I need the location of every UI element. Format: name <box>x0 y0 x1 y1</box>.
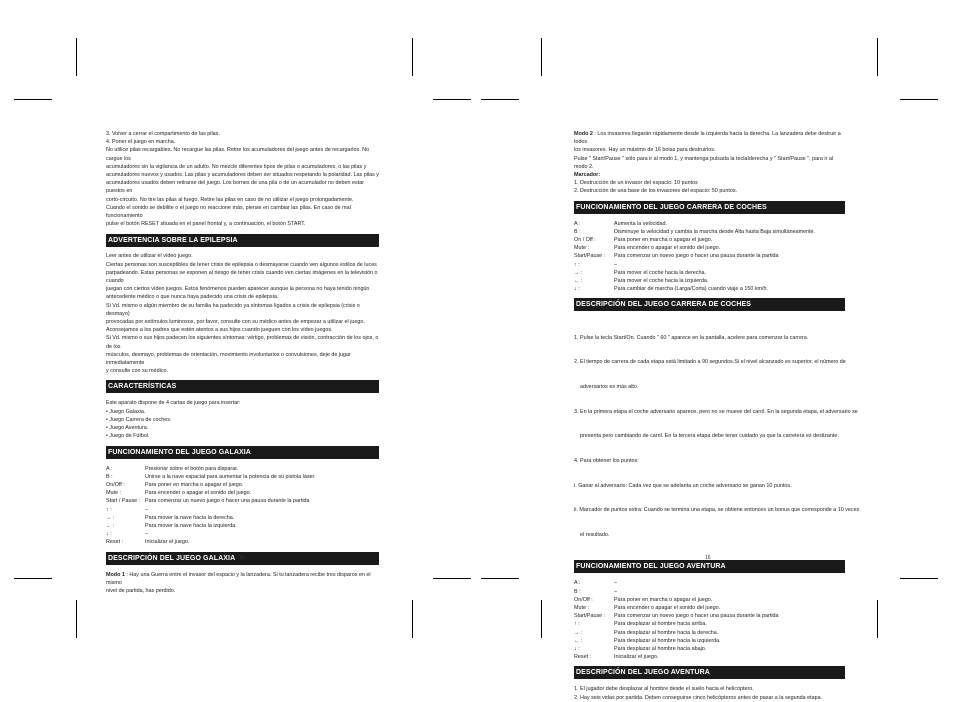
text-line: nivel de partida, has perdido. <box>106 587 176 594</box>
coches-description <box>574 317 860 555</box>
control-row <box>574 612 845 620</box>
galaxia-controls <box>106 465 379 547</box>
text-line: ii. Marcador de puntos extra: Cuando se termina una etapa, se obtiene entonces un bonus que corresponde a 10 veces <box>574 507 860 514</box>
control-desc: Aumenta la velocidad. <box>614 220 668 227</box>
mode-label: Modo 2 <box>574 131 593 137</box>
text-line: Ciertas personas son susceptibles de tener crisis de epilepsia o desmayarse cuando ven algunos estilos de luces <box>106 261 377 268</box>
control-desc: – <box>614 580 617 587</box>
aventura-description <box>574 685 845 701</box>
crop-mark <box>481 99 519 100</box>
crop-mark <box>877 600 878 638</box>
text-line: juegan con ciertos vídeo juegos. Estos fenómenos pueden aparecer aunque la persona no haya tenido ningún <box>106 286 370 293</box>
section-heading: FUNCIONAMIENTO DEL JUEGO CARRERA DE COCHES <box>574 201 845 214</box>
text-line: Pulse " Start/Pause " sólo para ir al modo 1, y mantenga pulsada la teclaIderecha y " Start/Pause ", para ir al <box>574 155 834 162</box>
control-row <box>106 481 379 489</box>
text-line: presenta pero cambiando de carril. En la tercera etapa debe tener cuidado ya que la carretera es deslizante. <box>574 433 839 440</box>
crop-mark <box>76 38 77 76</box>
crop-mark <box>541 38 542 76</box>
control-row <box>574 228 845 236</box>
text-line: 4. Poner el juego en marcha. <box>106 139 176 146</box>
text-line: 2. El tiempo de carrera de cada etapa está limitado a 90 segundos.Si el nivel alcanzado es superior, el número de <box>574 359 846 366</box>
page-16 <box>574 130 860 702</box>
text-line: 1. Pulse la tecla Start/On. Cuando " 60 " aparece en la pantalla, acelere para comenzar la carrera. <box>574 334 809 341</box>
page-number: 16 <box>705 555 711 561</box>
control-row <box>574 579 845 587</box>
crop-mark <box>14 99 52 100</box>
text-line: 1. El jugador debe desplazar al hombre desde el suelo hacia el helicóptero. <box>574 686 754 693</box>
control-row <box>574 220 845 228</box>
section-heading: ADVERTENCIA SOBRE LA EPILEPSIA <box>106 234 379 247</box>
page-number: 15 <box>239 555 245 561</box>
arrow-down-icon: ↓ : <box>574 645 580 652</box>
control-desc: Unirse a la nave espacial para aumentar la potencia de su pistola láser. <box>145 473 316 480</box>
control-row <box>574 604 845 612</box>
text-line: y consulte con su médico. <box>106 368 169 375</box>
control-row <box>106 514 379 522</box>
control-key: B : <box>106 473 113 480</box>
control-row <box>106 489 379 497</box>
control-row <box>574 244 845 252</box>
text-span: : Hay una Guerra entre el invasor del espacio y la lanzadera. Si tu lanzadera recibe tres disparos en el mismo <box>106 571 371 586</box>
crop-mark <box>412 38 413 76</box>
control-desc: Para cambiar de marcha (Larga/Corta) cuando viaje a 150 km/h. <box>614 286 769 293</box>
control-desc: – <box>614 261 617 268</box>
text-line: 2. Destrucción de una base de los invasores del espacio: 50 puntos. <box>574 188 738 195</box>
text-line: modo 2. <box>574 163 594 170</box>
control-desc: Para comenzar un nuevo juego o hacer una pausa durante la partida <box>614 613 779 620</box>
control-desc: Para poner en marcha o apagar el juego. <box>614 596 713 603</box>
control-row <box>574 620 845 628</box>
crop-mark <box>433 578 471 579</box>
control-key: Mute : <box>574 245 589 252</box>
control-desc: Para mover la nave hacia la izquierda. <box>145 522 237 529</box>
control-key: A : <box>574 580 581 587</box>
control-row <box>106 538 379 546</box>
control-row <box>574 588 845 596</box>
text-line <box>106 571 379 587</box>
control-desc: Para mover el coche hacia la izquierda. <box>614 278 709 285</box>
text-line: Aconsejamos a los padres que estén atentos a sus hijos cuando jueguen con los vídeo juegos. <box>106 327 333 334</box>
mode-label: Modo 1 <box>106 571 125 578</box>
control-row <box>574 261 845 269</box>
control-key: On/Off : <box>106 481 125 488</box>
control-key: A : <box>574 220 581 227</box>
text-line: pulse el botón RESET situada en el panel frontal y, a continuación, el botón START. <box>106 221 306 228</box>
control-row <box>574 269 845 277</box>
control-desc: Para poner en marcha o apagar el juego. <box>614 237 713 244</box>
text-line: Leer antes de utilizar el vídeo juego. <box>106 253 193 260</box>
crop-mark <box>900 578 938 579</box>
text-span: : Los invasores llegarán rápidamente desde la izquierda hacia la derecha. La lanzadera debe destruir a todos <box>574 131 841 146</box>
arrow-left-icon: ← : <box>574 637 583 644</box>
control-desc: Inicializar el juego. <box>145 539 190 546</box>
control-desc: Para encender o apagar el sonido del juego. <box>614 245 721 252</box>
control-desc: Para encender o apagar el sonido del juego. <box>614 604 721 611</box>
list-item: • Juego Galaxia. <box>106 408 146 415</box>
arrow-left-icon: ← : <box>574 278 583 285</box>
arrow-right-icon: → : <box>106 514 115 521</box>
control-key: B : <box>574 228 581 235</box>
control-key: Start/Pause : <box>574 613 606 620</box>
control-desc: – <box>145 506 148 513</box>
control-row <box>574 277 845 285</box>
crop-mark <box>76 600 77 638</box>
control-key: Mute : <box>106 490 121 497</box>
arrow-right-icon: → : <box>574 629 583 636</box>
text-line: acumuladores sin la vigilancia de un adulto. No mezcle diferentes tipos de pilas o acumuladores, o las pilas y <box>106 163 367 170</box>
control-desc: Para mover el coche hacia la derecha. <box>614 269 706 276</box>
control-row <box>574 596 845 604</box>
text-line: Si Vd. mismo o sus hijos padecen los siguientes síntomas: vértigo, problemas de visión, contracción de los ojos, o de los <box>106 335 379 350</box>
epilepsy-warning <box>106 252 379 375</box>
section-heading: DESCRIPCIÓN DEL JUEGO CARRERA DE COCHES <box>574 298 845 311</box>
page-15 <box>106 130 379 595</box>
control-key: On/Off : <box>574 596 593 603</box>
section-heading: DESCRIPCIÓN DEL JUEGO GALAXIA <box>106 552 379 565</box>
text-line: parpadeando. Estas personas se exponen al riesgo de tener crisis cuando ven ciertas imágenes en la televisión o cuando <box>106 269 378 285</box>
control-desc: Presionar sobre el botón para disparar. <box>145 465 239 472</box>
control-key: Start/Pause : <box>574 253 606 260</box>
control-row <box>574 252 845 260</box>
score-label: Marcador: <box>574 172 601 179</box>
crop-mark <box>900 99 938 100</box>
control-key: Start / Pause : <box>106 498 141 505</box>
control-row <box>574 236 845 244</box>
crop-mark <box>481 578 519 579</box>
control-desc: Para desplazar al hombre hacia abajo. <box>614 645 707 652</box>
crop-mark <box>877 38 878 76</box>
control-row <box>574 629 845 637</box>
text-line: antecedente médico o que nunca haya padecido una crisis de epilepsia. <box>106 294 279 301</box>
section-heading: FUNCIONAMIENTO DEL JUEGO GALAXIA <box>106 446 379 459</box>
text-line: el resultado. <box>574 531 610 538</box>
text-line: i. Ganar al adversario: Cada vez que se adelanta un coche adversario se ganan 10 puntos. <box>574 482 792 489</box>
control-row <box>574 637 845 645</box>
crop-mark <box>433 99 471 100</box>
galaxia-mode-2 <box>574 130 845 196</box>
text-line: 4. Para obtener los puntos: <box>574 457 639 464</box>
control-row <box>574 653 845 661</box>
text-line: los invasores. Hay un máximo de 16 bolas para destruirlos. <box>574 147 716 154</box>
text-line: corto-circuito. No tire las pilas al fuego. Retire las pilas en caso de no utilizar el juego prolongadamente. <box>106 196 354 203</box>
list-item: • Juego Aventura. <box>106 425 149 432</box>
features-list <box>106 399 379 440</box>
control-row <box>106 473 379 481</box>
control-desc: Para desplazar al hombre hacia la izquierda. <box>614 637 721 644</box>
control-key: Mute : <box>574 604 589 611</box>
control-row <box>574 645 845 653</box>
text-line: músculos, desmayo, problemas de orientación, movimiento involuntarios o convulsiones, deje de jugar inmediatamente <box>106 351 351 367</box>
galaxia-description <box>106 571 379 596</box>
crop-mark <box>541 600 542 638</box>
arrow-right-icon: → : <box>574 269 583 276</box>
control-desc: Para encender o apagar el sonido del juego. <box>145 490 252 497</box>
control-desc: – <box>145 531 148 538</box>
section-heading: DESCRIPCIÓN DEL JUEGO AVENTURA <box>574 666 845 679</box>
control-desc: Disminuye la velocidad y cambia la marcha desde Alta hasta Baja simultáneamente. <box>614 228 816 235</box>
arrow-left-icon: ← : <box>106 522 115 529</box>
control-desc: Para desplazar al hombre hacia la derecha. <box>614 629 719 636</box>
text-line: Cuando el sonido se debilite o el juego no reaccione más, piense en cambiar las pilas. En caso de mal funcionamiento <box>106 204 351 220</box>
control-desc: Para mover la nave hacia la derecha. <box>145 514 235 521</box>
control-desc: Inicializar el juego. <box>614 654 659 661</box>
text-line: adversarios es más alto. <box>574 384 639 391</box>
list-item: • Juego de Fútbol. <box>106 433 150 440</box>
control-key: Reset : <box>106 539 124 546</box>
arrow-up-icon: ↑ : <box>574 621 580 628</box>
text-line: 2. Hay seis vidas por partida. Deben conseguirse cinco helicópteros antes de pasar a la segunda etapa. <box>574 694 823 701</box>
control-row <box>106 497 379 505</box>
control-row <box>106 506 379 514</box>
arrow-down-icon: ↓ : <box>574 286 580 293</box>
control-desc: Para comenzar un nuevo juego o hacer una pausa durante la partida <box>614 253 779 260</box>
text-line <box>574 130 845 146</box>
text-line: 3. En la primera etapa el coche adversario aparece, pero no se mueve del carril. En la segunda etapa, el adversario se <box>574 408 858 415</box>
control-desc: Para comenzar un nuevo juego o hacer una pausa durante la partida <box>145 498 310 505</box>
text-line <box>574 171 845 179</box>
control-row <box>574 285 845 293</box>
text-line: 1. Destrucción de un invasor del espacio: 10 puntos <box>574 180 698 187</box>
crop-mark <box>14 578 52 579</box>
text-line: provocadas por estímulos luminosos, por favor, consulte con su médico antes de empezar a utilizar el juego. <box>106 319 365 326</box>
list-item: • Juego Carrera de coches. <box>106 416 172 423</box>
text-line: 3. Volver a cerrar el compartimento de las pilas. <box>106 131 220 137</box>
arrow-up-icon: ↑ : <box>106 506 112 513</box>
control-key: Reset : <box>574 654 592 661</box>
text-line: acumuladores nuevos y usados. Las pilas y acumuladores deben ser situados respetando la polaridad. Las pilas y <box>106 172 379 179</box>
battery-instructions <box>106 130 379 228</box>
section-heading: CARACTERÍSTICAS <box>106 380 379 393</box>
control-desc: Para poner en marcha o apagar el juego. <box>145 481 244 488</box>
text-line: No utilice pilas recargables. No recargue las pilas. Retire los acumuladores del juego antes de recargarlos. No cargue los <box>106 147 370 162</box>
aventura-controls <box>574 579 845 661</box>
control-row <box>106 522 379 530</box>
control-row <box>106 530 379 538</box>
control-key: On / Off : <box>574 237 596 244</box>
text-line: Este aparato dispone de 4 cartas de juego para insertar: <box>106 400 241 407</box>
control-key: B : <box>574 588 581 595</box>
arrow-down-icon: ↓ : <box>106 531 112 538</box>
coches-controls <box>574 220 845 294</box>
text-line: Si Vd. mismo o algún miembro de su familia ha padecido ya síntomas ligados a crisis de epilepsia (crisis o desmayo) <box>106 302 360 317</box>
crop-mark <box>412 600 413 638</box>
control-desc: Para desplazar al hombre hacia arriba. <box>614 621 707 628</box>
section-heading: FUNCIONAMIENTO DEL JUEGO AVENTURA <box>574 560 845 573</box>
control-desc: – <box>614 588 617 595</box>
text-line: acumuladores usados deben retirarse del juego. Los bornes de una pila o de un acumulador no deben estar puestos en <box>106 180 365 195</box>
control-key: A : <box>106 465 113 472</box>
arrow-up-icon: ↑ : <box>574 261 580 268</box>
control-row <box>106 465 379 473</box>
